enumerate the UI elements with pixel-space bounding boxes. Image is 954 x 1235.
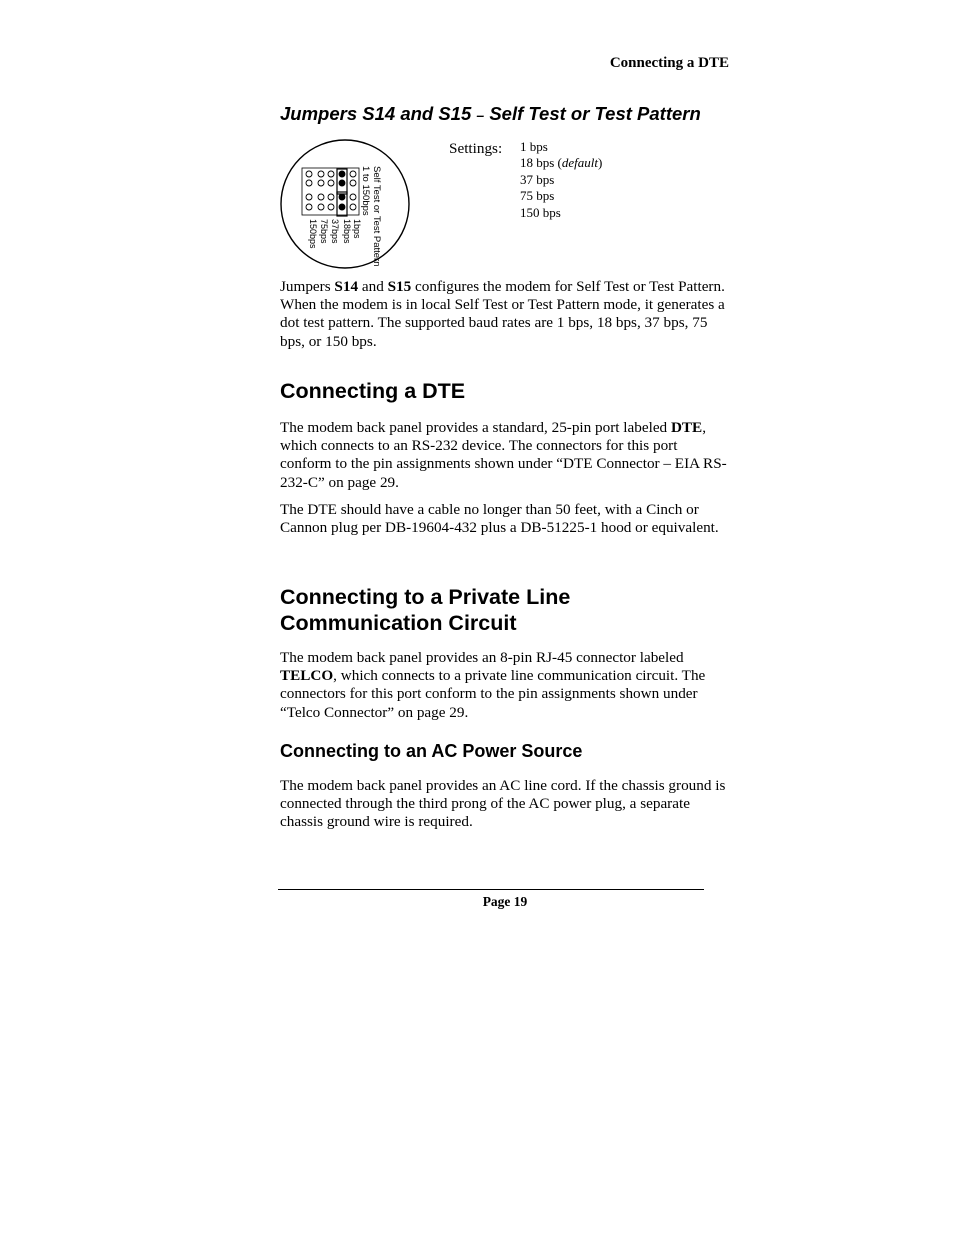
- jumper-section-heading: [280, 103, 701, 125]
- jumper-pin: [328, 204, 334, 210]
- jumper-diagram-svg: [278, 137, 414, 271]
- rate-label: 37bps: [330, 219, 340, 244]
- jumper-pin: [318, 194, 324, 200]
- dte-paragraph-2: The DTE should have a cable no longer than 50 feet, with a Cinch or Cannon plug per DB-19604-432 plus a DB-51225-1 hood or equivalent.: [280, 501, 719, 537]
- jumper-pin: [339, 194, 345, 200]
- jumper-diagram: [278, 137, 414, 271]
- jumper-pin: [350, 180, 356, 186]
- diagram-title-group: [360, 166, 382, 267]
- jumper-pin: [328, 180, 334, 186]
- rate-labels: [308, 219, 362, 249]
- jumper-heading-suffix: Self Test or Test Pattern: [489, 103, 701, 124]
- dte-heading: Connecting a DTE: [280, 379, 466, 403]
- setting-37bps: 37 bps: [520, 171, 555, 187]
- rate-label: 1bps: [352, 219, 362, 239]
- jumper-pin: [350, 171, 356, 177]
- diagram-range: 1 to 150bps: [360, 166, 371, 216]
- jumper-pin: [318, 180, 324, 186]
- setting-75bps: 75 bps: [520, 188, 555, 204]
- settings-list: [520, 139, 602, 221]
- rate-label: 150bps: [308, 219, 318, 249]
- jumper-pin: [350, 194, 356, 200]
- diagram-title-line1: Self Test or Test Pattern: [371, 166, 382, 267]
- rate-label: 75bps: [319, 219, 329, 244]
- rate-label: 18bps: [342, 219, 352, 244]
- jumper-pin: [339, 180, 345, 186]
- jumper-pin: [339, 171, 345, 177]
- ac-power-paragraph: The modem back panel provides an AC line cord. If the chassis ground is connected through the third prong of the AC power plug, a separate chassis ground wire is required.: [280, 777, 726, 831]
- settings-label: Settings:: [449, 140, 503, 157]
- jumper-paragraph: Jumpers S14 and S15 configures the modem for Self Test or Test Pattern. When the modem is in local Self Test or Test Pattern mode, it generates a dot test pattern. The supported baud rates are 1 bps, 18 bps, 37 bps, 75 bps, or 150 bps.: [280, 278, 725, 350]
- jumper-pin: [306, 180, 312, 186]
- ac-power-heading: Connecting to an AC Power Source: [280, 741, 583, 761]
- setting-18bps: 18 bps (default): [520, 155, 603, 171]
- setting-150bps: 150 bps: [520, 204, 561, 220]
- jumper-pin: [318, 171, 324, 177]
- private-line-heading: Connecting to a Private Line Communication Circuit: [280, 585, 571, 635]
- jumper-pin-rows: [302, 168, 359, 215]
- jumper-heading-prefix: Jumpers S14 and S15: [280, 103, 472, 124]
- running-header: Connecting a DTE: [609, 55, 729, 71]
- footer-rule: [278, 889, 704, 890]
- private-line-paragraph: The modem back panel provides an 8-pin RJ-45 connector labeled TELCO, which connects to a private line communication circuit. The connectors for this port conform to the pin assignments shown under “Telco Connector” on page 29.: [280, 649, 706, 721]
- dte-paragraph-1: The modem back panel provides a standard, 25-pin port labeled DTE, which connects to an RS-232 device. The connectors for this port conform to the pin assignments shown under “DTE Connector – EIA RS-232-C” on page 29.: [280, 419, 727, 491]
- jumper-pin: [328, 171, 334, 177]
- jumper-pin: [328, 194, 334, 200]
- setting-1bps: 1 bps: [520, 139, 548, 154]
- jumper-pin: [339, 204, 345, 210]
- jumper-heading-dash: –: [476, 107, 485, 123]
- page-number: Page 19: [482, 894, 528, 909]
- jumper-pin: [306, 171, 312, 177]
- jumper-pin: [306, 194, 312, 200]
- jumper-pin: [306, 204, 312, 210]
- diagram-circle-outline: [281, 140, 409, 268]
- jumper-pin: [350, 204, 356, 210]
- jumper-pin: [318, 204, 324, 210]
